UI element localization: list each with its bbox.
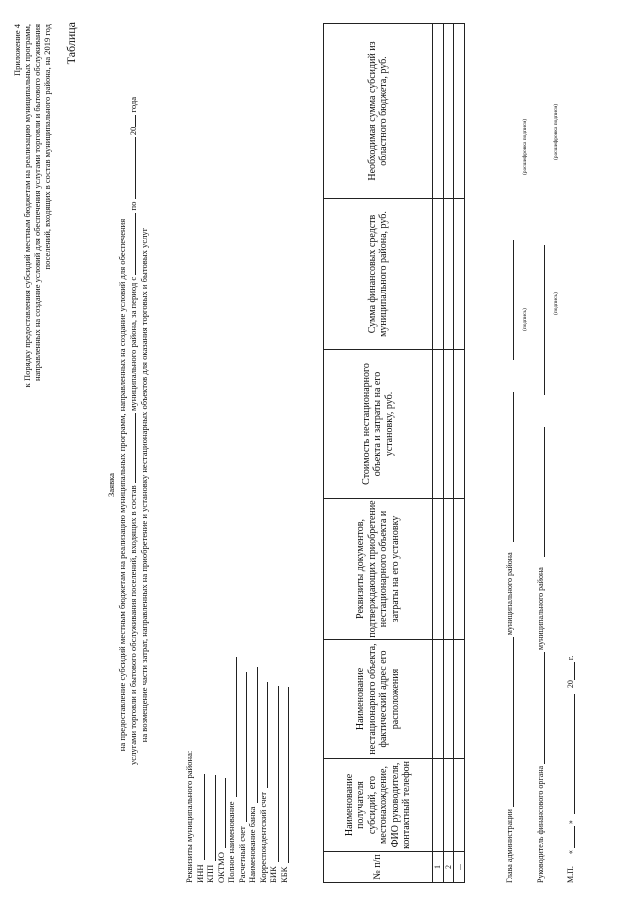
- year-suffix: г.: [566, 655, 575, 661]
- req-inn-label: ИНН: [194, 864, 205, 883]
- table-cell[interactable]: [443, 350, 454, 499]
- quote-open: «: [566, 850, 575, 855]
- table-cell[interactable]: [443, 759, 454, 852]
- req-kpp-label: КПП: [205, 864, 215, 883]
- title-line-1: на предоставление субсидий местным бюджетам на реализацию муниципальных программ, направленных на создание условий для обеспечения: [116, 218, 127, 752]
- finance-sign-caption: (подпись): [553, 292, 559, 315]
- table-cell[interactable]: [433, 24, 444, 199]
- req-account-label: Расчетный счет: [236, 826, 247, 883]
- district-requisites: [184, 657, 289, 883]
- district-name-blank[interactable]: [127, 413, 136, 483]
- table-cell[interactable]: [454, 499, 465, 640]
- year-blank[interactable]: [127, 115, 136, 127]
- period-to-blank[interactable]: [127, 137, 136, 199]
- req-fullname-field[interactable]: [227, 657, 237, 797]
- table-cell[interactable]: [443, 24, 454, 199]
- table-cell[interactable]: [433, 199, 444, 350]
- col-object: Наименование нестационарного объекта, фактический адрес его расположения: [324, 640, 433, 759]
- appendix-line: поселений, входящих в состав муниципального района, на 2019 год: [42, 24, 52, 270]
- year-field[interactable]: [566, 662, 575, 680]
- row-number: 1: [433, 852, 444, 883]
- col-recipient: Наименование получателя субсидий, его местонахождение, ФИО руководителя, контактный телефон: [324, 759, 433, 852]
- head-sign-caption: (подпись): [522, 308, 528, 331]
- month-field[interactable]: [566, 694, 575, 814]
- title-line-3: на возмещение части затрат, направленных на приобретение и установку нестационарных объектов для оказания торговых и бытовых услуг: [138, 227, 149, 743]
- req-oktmo-field[interactable]: [216, 778, 226, 848]
- col-documents: Реквизиты документов, подтверждающих приобретение нестационарного объекта и затраты на его установку: [324, 499, 433, 640]
- head-decode-field[interactable]: [505, 240, 514, 360]
- req-inn-field[interactable]: [195, 774, 205, 860]
- appendix-header: [12, 24, 52, 387]
- table-cell[interactable]: [454, 199, 465, 350]
- finance-district-blank[interactable]: [536, 652, 545, 764]
- req-corr-field[interactable]: [258, 682, 268, 788]
- table-label: Таблица: [64, 22, 78, 65]
- day-field[interactable]: [566, 826, 575, 848]
- finance-decode-caption: (расшифровка подписи): [553, 103, 559, 160]
- col-district-funds: Сумма финансовых средств муниципального района, руб.: [324, 199, 433, 350]
- col-number: № п/п: [324, 852, 433, 883]
- table-row: [443, 24, 454, 883]
- req-fullname-label: Полное наименование: [226, 801, 236, 883]
- period-from-blank[interactable]: [127, 213, 136, 275]
- title-heading: Заявка: [106, 473, 116, 497]
- title-line-2c: по: [128, 201, 138, 211]
- finance-signature-row: [536, 245, 545, 883]
- table-cell[interactable]: [443, 199, 454, 350]
- finance-label: Руководитель финансового органа: [536, 765, 545, 883]
- table-cell[interactable]: [443, 640, 454, 759]
- head-suffix: муниципального района: [505, 552, 514, 636]
- table-cell[interactable]: [454, 640, 465, 759]
- req-oktmo-label: ОКТМО: [215, 852, 226, 883]
- appendix-line: направленных на создание условий для обеспечения услугами торговли и бытового обслуживания: [32, 24, 42, 382]
- subsidy-table: [323, 23, 465, 883]
- quote-close: »: [566, 820, 575, 825]
- req-corr-label: Корреспондентский счет: [257, 791, 268, 883]
- title-line-2a: услугами торговли и бытового обслуживания поселений, входящих в состав: [128, 485, 138, 765]
- title-line-2b: муниципального района, за период с: [128, 276, 138, 412]
- col-cost: Стоимость нестационарного объекта и затраты на его установку, руб.: [324, 350, 433, 499]
- mp-stamp-label: М.П.: [566, 866, 575, 883]
- title-line-2e: года: [128, 96, 138, 113]
- requisites-heading: Реквизиты муниципального района:: [184, 750, 194, 883]
- head-district-blank[interactable]: [505, 637, 514, 807]
- row-number: 2: [443, 852, 454, 883]
- table-cell[interactable]: [433, 759, 444, 852]
- row-number: ...: [454, 852, 465, 883]
- req-bank-label: Наименование банка: [247, 806, 257, 883]
- application-title: [106, 96, 149, 765]
- table-row: [433, 24, 444, 883]
- finance-suffix: муниципального района: [536, 567, 545, 650]
- year-prefix: 20: [566, 680, 575, 689]
- head-signature-row: [505, 240, 514, 883]
- appendix-line: Приложение 4: [12, 24, 22, 76]
- table-cell[interactable]: [443, 499, 454, 640]
- head-label: Глава администрации: [505, 809, 514, 883]
- table-cell[interactable]: [433, 499, 444, 640]
- req-bank-field[interactable]: [248, 667, 258, 803]
- finance-sign-field[interactable]: [536, 427, 545, 557]
- table-cell[interactable]: [454, 350, 465, 499]
- req-account-field[interactable]: [237, 672, 247, 822]
- head-decode-caption: (расшифровка подписи): [522, 118, 528, 175]
- date-row: [566, 656, 575, 883]
- req-kbk-label: КБК: [278, 866, 289, 883]
- table-cell[interactable]: [454, 759, 465, 852]
- head-sign-field[interactable]: [505, 392, 514, 542]
- finance-decode-field[interactable]: [536, 245, 545, 395]
- table-cell[interactable]: [433, 350, 444, 499]
- title-line-2: [127, 96, 139, 765]
- table-row: [454, 24, 465, 883]
- col-regional-subsidy: Необходимая сумма субсидий из областного бюджета, руб.: [324, 24, 433, 199]
- req-bik-label: БИК: [268, 866, 278, 883]
- table-cell[interactable]: [454, 24, 465, 199]
- req-kbk-field[interactable]: [279, 687, 289, 863]
- table-header-row: [324, 24, 433, 883]
- table-cell[interactable]: [433, 640, 444, 759]
- title-line-2d: 20: [128, 126, 138, 136]
- req-kpp-field[interactable]: [206, 775, 216, 861]
- req-bik-field[interactable]: [269, 686, 279, 862]
- appendix-line: к Порядку предоставления субсидий местным бюджетам на реализацию муниципальных программ,: [22, 24, 32, 388]
